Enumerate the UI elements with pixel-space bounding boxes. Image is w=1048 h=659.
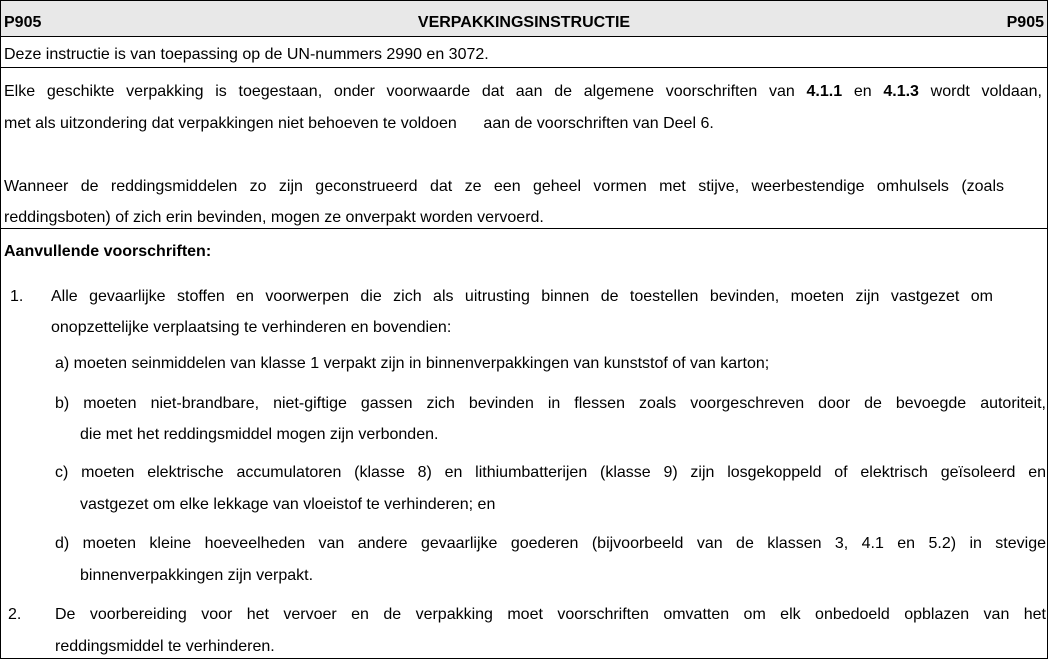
- additional-heading: Aanvullende voorschriften:: [4, 243, 212, 260]
- additional-provisions-row: [1, 230, 1047, 658]
- item-1d-line1: d) moeten kleine hoeveelheden van andere gevaarlijke goederen (bijvoorbeeld van de klassen 3, 4.1 en 5.2) in stevige: [55, 535, 1046, 552]
- general-p1-line2: met als uitzondering dat verpakkingen niet behoeven te voldoen aan de voorschriften van Deel 6.: [4, 115, 714, 132]
- item-2-number: 2.: [8, 606, 22, 623]
- item-1-number: 1.: [10, 288, 24, 305]
- general-p1-line1: [4, 82, 1042, 102]
- table-header: [1, 1, 1047, 37]
- general-provisions-row: [1, 69, 1047, 229]
- applicability-text: Deze instructie is van toepassing op de UN-nummers 2990 en 3072.: [4, 46, 489, 63]
- item-1-line2: onopzettelijke verplaatsing te verhinderen en bovendien:: [51, 319, 452, 336]
- general-p1-text-a: Elke geschikte verpakking is toegestaan, onder voorwaarde dat aan de algemene voorschriften van: [4, 83, 807, 100]
- general-p1-text-c: wordt voldaan,: [918, 83, 1043, 100]
- item-2-line1: De voorbereiding voor het vervoer en de verpakking moet voorschriften omvatten om elk onbedoeld opblazen van het: [55, 606, 1046, 623]
- item-1d-line2: binnenverpakkingen zijn verpakt.: [80, 567, 314, 584]
- instruction-code-left: P905: [4, 14, 42, 31]
- item-1b-line2: die met het reddingsmiddel mogen zijn verbonden.: [80, 426, 439, 443]
- item-1b-line1: b) moeten niet-brandbare, niet-giftige gassen zich bevinden in flessen zoals voorgeschreven door de bevoegde autoriteit,: [55, 395, 1046, 412]
- applicability-row: [1, 38, 1047, 68]
- item-1a-text: a) moeten seinmiddelen van klasse 1 verpakt zijn in binnenverpakkingen van kunststof of van karton;: [55, 355, 770, 372]
- section-ref-4-1-3: 4.1.3: [883, 83, 919, 100]
- general-p2-line2: reddingsboten) of zich erin bevinden, mogen ze onverpakt worden vervoerd.: [4, 209, 544, 226]
- item-1c-line1: c) moeten elektrische accumulatoren (klasse 8) en lithiumbatterijen (klasse 9) zijn losgekoppeld of elektrisch geïsoleerd en: [55, 464, 1046, 481]
- section-ref-4-1-1: 4.1.1: [806, 83, 843, 100]
- general-p2-line1: Wanneer de reddingsmiddelen zo zijn geconstrueerd dat ze een geheel vormen met stijve, weerbestendige omhulsels (zoals: [4, 178, 1004, 195]
- instruction-code-right: P905: [1006, 14, 1044, 31]
- instruction-title: VERPAKKINGSINSTRUCTIE: [417, 14, 631, 31]
- item-1c-line2: vastgezet om elke lekkage van vloeistof te verhinderen; en: [80, 496, 496, 513]
- item-1-line1: Alle gevaarlijke stoffen en voorwerpen die zich als uitrusting binnen de toestellen bevinden, moeten zijn vastgezet om: [51, 288, 993, 305]
- general-p1-text-b: en: [842, 83, 884, 100]
- item-2-line2: reddingsmiddel te verhinderen.: [55, 638, 275, 655]
